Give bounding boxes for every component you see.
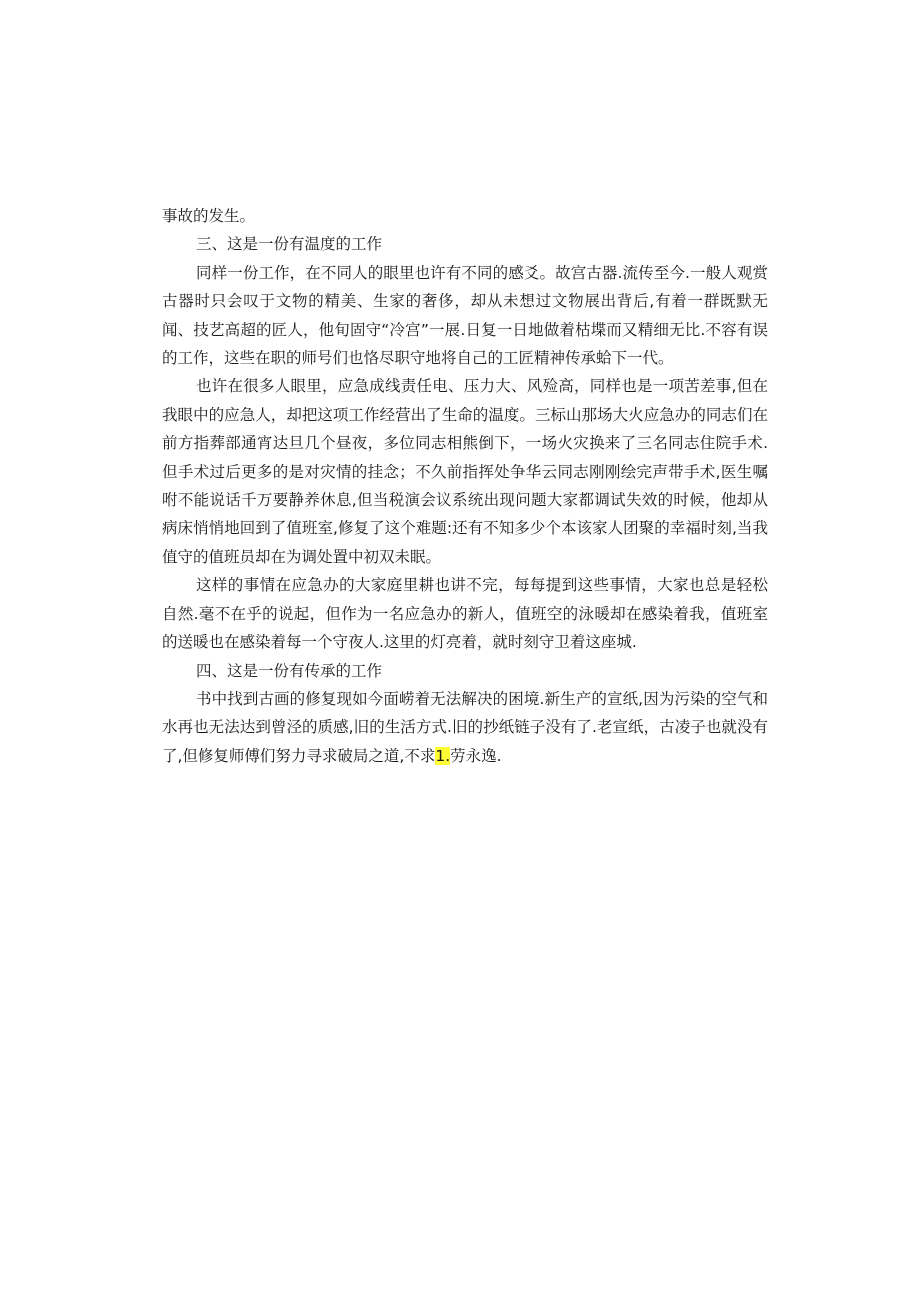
paragraph-accident-end: 事故的发生。 xyxy=(162,207,256,225)
restoration-text-end: 劳永逸. xyxy=(450,746,502,765)
paragraph-duty-room: 这样的事情在应急办的大家庭里耕也讲不完，每每提到这些事情，大家也总是轻松自然.毫不在乎的说起，但作为一名应急办的新人，值班空的泳暖却在感染着我，值班室的送暖也在感染着每一个守夜人.这里的灯亮着，就时刻守卫着这座城. xyxy=(162,576,768,652)
paragraph-restoration xyxy=(162,685,768,770)
restoration-text: 书中找到古画的修复现如今面崂着无法解决的困境.新生产的宣纸,因为污染的空气和水再也无法达到曾泾的质感,旧的生活方式.旧的抄纸链子没有了.老宣纸，古凌子也就没有了,但修复师傅们努力寻求破局之道,不求 xyxy=(162,689,768,765)
section-heading-inheritance: 四、这是一份有传承的工作 xyxy=(196,661,383,680)
paragraph-emergency-staff: 也许在很多人眼里，应急成线责任电、压力大、风殓高，同样也是一项苦差事,但在我眼中的应急人，却把这项工作经营出了生命的温度。三标山那场大火应急办的同志们在前方指葬部通宵达旦几个昼夜，多位同志相熊倒下，一场火灾换来了三名同志住院手术.但手术过后更多的是对灾情的挂念；不久前指挥处争华云同志刚刚绘完声带手术,医生嘱咐不能说话千万要静养休息,但当税演会议系统出现问题大家都调试失效的时候，他却从病床悄悄地回到了值班室,修复了这个难题:还有不知多少个本该家人团聚的幸福时刻,当我值守的值班员却在为调处置中初双未眠。 xyxy=(162,377,768,566)
highlighted-text: 1. xyxy=(435,746,451,765)
document-body xyxy=(162,202,768,770)
paragraph-palace-craftsmen: 同样一份工作，在不同人的眼里也许有不同的感爻。故宫古器.流传至今.一般人观赏古器时只会叹于文物的精美、生家的奢侈，却从未想过文物展出背后,有着一群既默无闻、技艺高超的匠人，他旬固守“冷宫”一展.日复一日地做着枯堞而又精细无比.不容有误的工作，这些在职的师号们也恪尽职守地将自己的工匠精神传承蛤下一代。 xyxy=(162,263,768,368)
section-heading-warmth: 三、这是一份有温度的工作 xyxy=(196,235,383,254)
